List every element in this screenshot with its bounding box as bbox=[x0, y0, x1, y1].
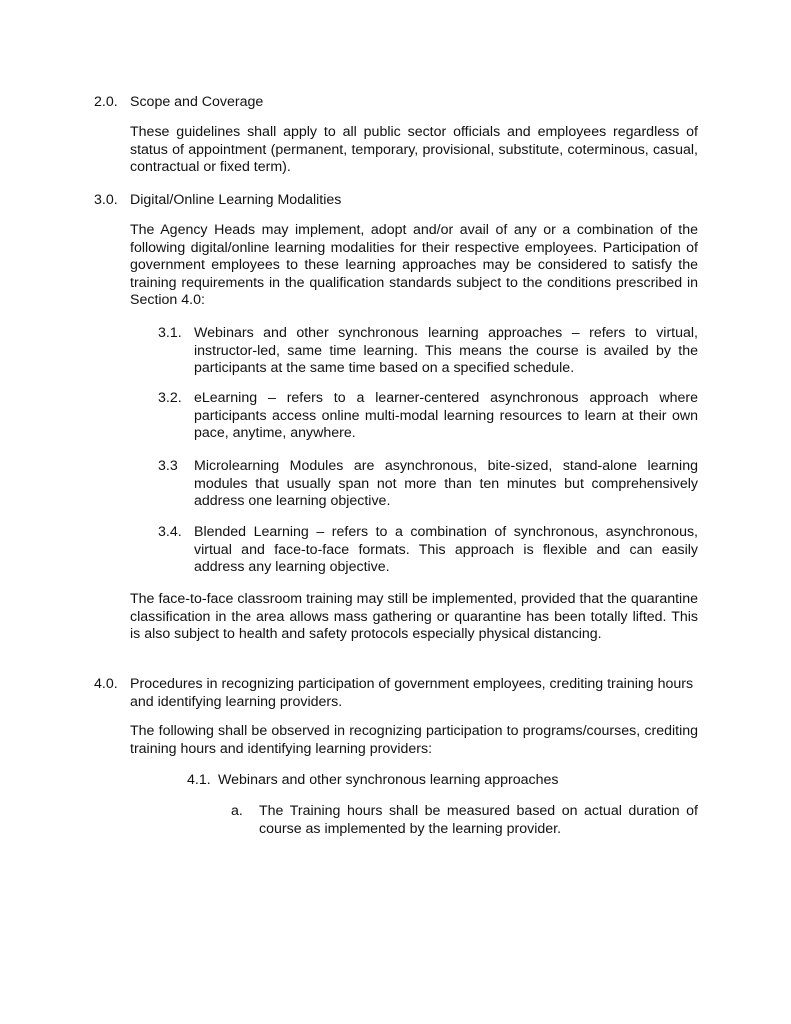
section-2-paragraph: These guidelines shall apply to all public sector officials and employees regardless of status of appointment (permanent, temporary, provisional, substitute, coterminous, casual, contractual or fixed term). bbox=[130, 124, 698, 176]
list-item-text: Blended Learning – refers to a combination of synchronous, asynchronous, virtual and face-to-face formats. This approach is flexible and can easily address any learning objective. bbox=[194, 524, 698, 576]
list-item-text: Webinars and other synchronous learning approaches – refers to virtual, instructor-led, same time learning. This means the course is availed by the participants at the same time based on a specified schedule. bbox=[194, 325, 698, 377]
section-3-number: 3.0. bbox=[94, 192, 118, 208]
section-4-number: 4.0. bbox=[94, 676, 118, 692]
subsection-4-1-title: Webinars and other synchronous learning approaches bbox=[218, 772, 559, 788]
list-item-text: Microlearning Modules are asynchronous, bite-sized, stand-alone learning modules that usually span not more than ten minutes but comprehensively address one learning objective. bbox=[194, 458, 698, 510]
section-4-title: Procedures in recognizing participation of government employees, crediting training hours and identifying learning providers. bbox=[130, 676, 694, 710]
list-item-letter: a. bbox=[231, 803, 243, 819]
section-4-heading bbox=[94, 676, 698, 712]
list-item-3-3 bbox=[158, 458, 698, 512]
section-3-closing: The face-to-face classroom training may still be implemented, provided that the quarantine classification in the area allows mass gathering or quarantine has been totally lifted. This is also subject to health and safety protocols especially physical distancing. bbox=[130, 591, 698, 643]
section-2-title: Scope and Coverage bbox=[130, 94, 264, 110]
list-item-3-4 bbox=[158, 524, 698, 578]
section-4-intro: The following shall be observed in recognizing participation to programs/courses, crediting training hours and identifying learning providers: bbox=[130, 723, 698, 757]
list-item-4-1-a bbox=[231, 803, 698, 839]
list-item-3-2 bbox=[158, 390, 698, 444]
section-3-title: Digital/Online Learning Modalities bbox=[130, 192, 342, 208]
list-item-text: eLearning – refers to a learner-centered asynchronous approach where participants access online multi-modal learning resources to learn at their own pace, anytime, anywhere. bbox=[194, 390, 698, 442]
section-3-intro: The Agency Heads may implement, adopt and/or avail of any or a combination of the following digital/online learning modalities for their respective employees. Participation of government employees to these learning approaches may be considered to satisfy the training requirements in the qualification standards subject to the conditions prescribed in Section 4.0: bbox=[130, 222, 698, 309]
subsection-4-1-number: 4.1. bbox=[187, 772, 211, 788]
subsection-4-1-heading bbox=[187, 772, 697, 790]
section-2-number: 2.0. bbox=[94, 94, 118, 110]
list-item-text: The Training hours shall be measured based on actual duration of course as implemented by the learning provider. bbox=[259, 803, 698, 837]
list-item-3-1 bbox=[158, 325, 698, 379]
section-2-heading bbox=[94, 94, 714, 112]
list-item-number: 3.4. bbox=[158, 524, 182, 540]
section-3-heading bbox=[94, 192, 714, 210]
list-item-number: 3.2. bbox=[158, 390, 182, 406]
list-item-number: 3.3 bbox=[158, 458, 178, 474]
list-item-number: 3.1. bbox=[158, 325, 182, 341]
